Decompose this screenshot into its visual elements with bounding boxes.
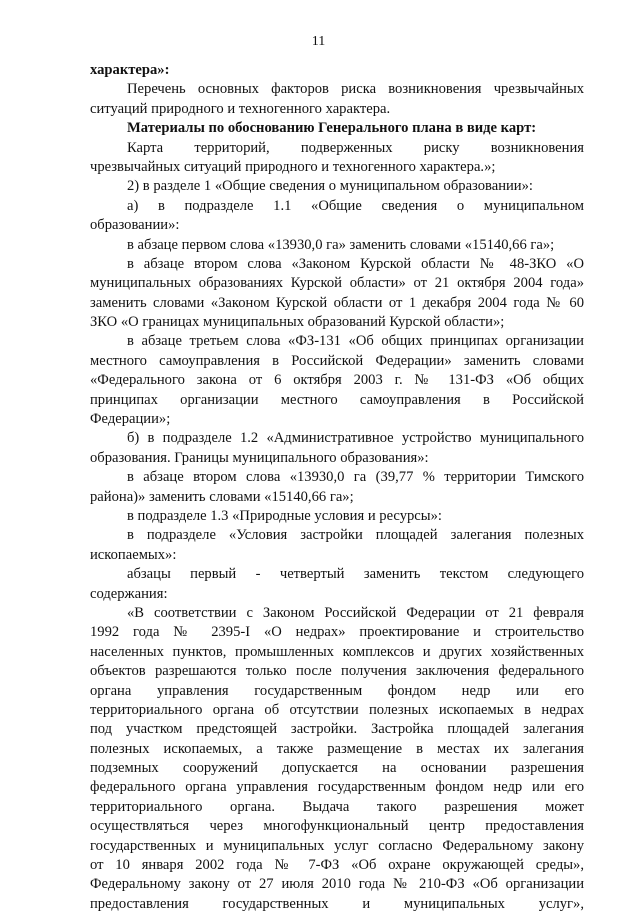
bold-text-line: Материалы по обоснованию Генерального плана в виде карт:	[127, 120, 537, 137]
text-line: территориального органа об отсутствии полезных ископаемых в недрах	[90, 701, 584, 718]
text-line: объектов разрешаются только после получения заключения федерального	[90, 663, 584, 680]
text-line: «В соответствии с Законом Российской Федерации от 21 февраля	[127, 604, 584, 621]
text-line: в подразделе 1.3 «Природные условия и ресурсы»:	[127, 507, 442, 524]
text-line: 1992 года № 2395-I «О недрах» проектирование и строительство	[90, 624, 584, 641]
document-body	[90, 61, 584, 914]
text-line: заменить словами «Законом Курской области от 1 декабря 2004 года № 60	[90, 294, 584, 311]
bold-text-line: характера»:	[90, 62, 170, 78]
text-line: осуществляться через многофункциональный центр предоставления	[90, 818, 584, 835]
text-line: ископаемых»:	[90, 546, 177, 563]
text-line: под участком предстоящей застройки. Застройка площадей залегания	[90, 721, 584, 738]
text-line: Федеральному закону от 27 июля 2010 года № 210-ФЗ «Об организации	[90, 876, 584, 893]
text-line: абзацы первый - четвертый заменить текстом следующего	[127, 566, 584, 583]
text-line: полезных ископаемых, а также размещение в местах их залегания	[90, 740, 584, 757]
text-line: Перечень основных факторов риска возникновения чрезвычайных	[127, 81, 584, 98]
text-line: территориального органа. Выдача такого разрешения может	[90, 798, 584, 815]
text-line: чрезвычайных ситуаций природного и техногенного характера.»;	[90, 158, 496, 175]
text-line: ЗКО «О границах муниципальных образований Курской области»;	[90, 314, 505, 331]
text-line: в абзаце втором слова «Законом Курской области № 48-ЗКО «О	[127, 255, 584, 272]
text-line: муниципальных образованиях Курской области» от 21 октября 2004 года»	[90, 275, 584, 292]
text-line: б) в подразделе 1.2 «Административное устройство муниципального	[127, 430, 584, 447]
text-line: местного самоуправления в Российской Федерации» заменить словами	[90, 352, 584, 369]
text-line: принципах организации местного самоуправления в Российской	[90, 391, 584, 408]
text-line: в абзаце втором слова «13930,0 га (39,77 % территории Тимского	[127, 469, 584, 486]
text-line: 2) в разделе 1 «Общие сведения о муниципальном образовании»:	[127, 178, 533, 195]
text-line: предоставления государственных и муниципальных услуг»,	[90, 895, 584, 912]
text-line: подземных сооружений допускается на основании разрешения	[90, 760, 584, 777]
text-line: населенных пунктов, промышленных комплексов и других хозяйственных	[90, 643, 584, 660]
text-line: Карта территорий, подверженных риску возникновения	[127, 139, 584, 156]
page-number: 11	[311, 34, 326, 49]
text-line: государственных и муниципальных услуг согласно Федеральному закону	[90, 837, 584, 854]
text-line: в абзаце первом слова «13930,0 га» заменить словами «15140,66 га»;	[127, 236, 555, 253]
text-line: органа управления государственным фондом недр или его	[90, 682, 584, 699]
text-line: в абзаце третьем слова «ФЗ-131 «Об общих принципах организации	[127, 333, 584, 350]
text-line: Федерации»;	[90, 411, 171, 428]
text-line: района)» заменить словами «15140,66 га»;	[90, 488, 354, 505]
text-line: «Федерального закона от 6 октября 2003 г. № 131-ФЗ «Об общих	[90, 372, 584, 389]
text-line: федерального органа управления государственным фондом недр или его	[90, 779, 584, 796]
text-line: образования. Границы муниципального образования»:	[90, 449, 429, 466]
text-line: от 10 января 2002 года № 7-ФЗ «Об охране окружающей среды»,	[90, 857, 584, 874]
text-line: ситуаций природного и техногенного характера.	[90, 100, 391, 117]
text-line: содержания:	[90, 585, 168, 602]
text-line: в подразделе «Условия застройки площадей залегания полезных	[127, 527, 584, 544]
text-line: образовании»:	[90, 217, 180, 234]
text-line: а) в подразделе 1.1 «Общие сведения о муниципальном	[127, 197, 584, 214]
